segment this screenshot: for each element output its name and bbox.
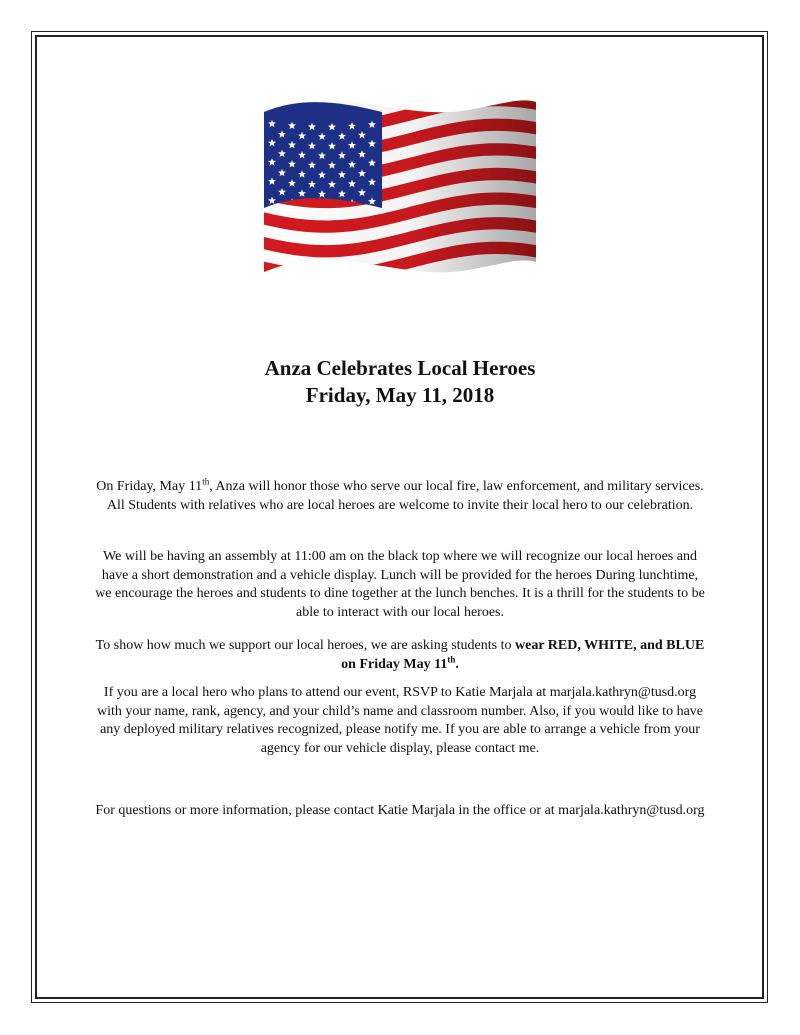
- intro-text-a: On Friday, May 11: [96, 479, 203, 494]
- page-title: Anza Celebrates Local Heroes: [264, 356, 536, 380]
- flag-icon: [262, 90, 538, 280]
- intro-sup: th: [202, 476, 210, 487]
- assembly-paragraph: We will be having an assembly at 11:00 am on the black top where we will recognize our local heroes and have a short demonstration and a vehicle display. Lunch will be provided for the heroes During lunchtime, we encourage the heroes and students to dine together at the lunch benches. It is a thrill for the students to be able to interact with our local heroes.: [95, 549, 705, 620]
- intro-text-b: , Anza will honor those who serve our local fire, law enforcement, and military services. All Students with relatives who are local heroes are welcome to invite their local hero to our celebration.: [106, 479, 704, 513]
- dress-end: .: [455, 656, 459, 672]
- event-date: Friday, May 11, 2018: [305, 383, 495, 407]
- intro-paragraph: [95, 478, 705, 515]
- dress-text: To show how much we support our local heroes, we are asking students to: [95, 638, 515, 653]
- contact-paragraph: For questions or more information, please contact Katie Marjala in the office or at marjala.kathryn@tusd.org: [95, 803, 705, 818]
- american-flag-image: [262, 90, 538, 280]
- rsvp-paragraph: If you are a local hero who plans to attend our event, RSVP to Katie Marjala at marjala.kathryn@tusd.org with your name, rank, agency, and your child’s name and classroom number. Also, if you would like to have any deployed military relatives recognized, please notify me. If you are able to arrange a vehicle from your agency for our vehicle display, please contact me.: [96, 685, 703, 756]
- dress-bold-text: wear RED, WHITE, and BLUE on Friday May 11: [341, 638, 705, 672]
- dress-sup: th: [447, 653, 456, 664]
- dress-paragraph: [95, 637, 705, 674]
